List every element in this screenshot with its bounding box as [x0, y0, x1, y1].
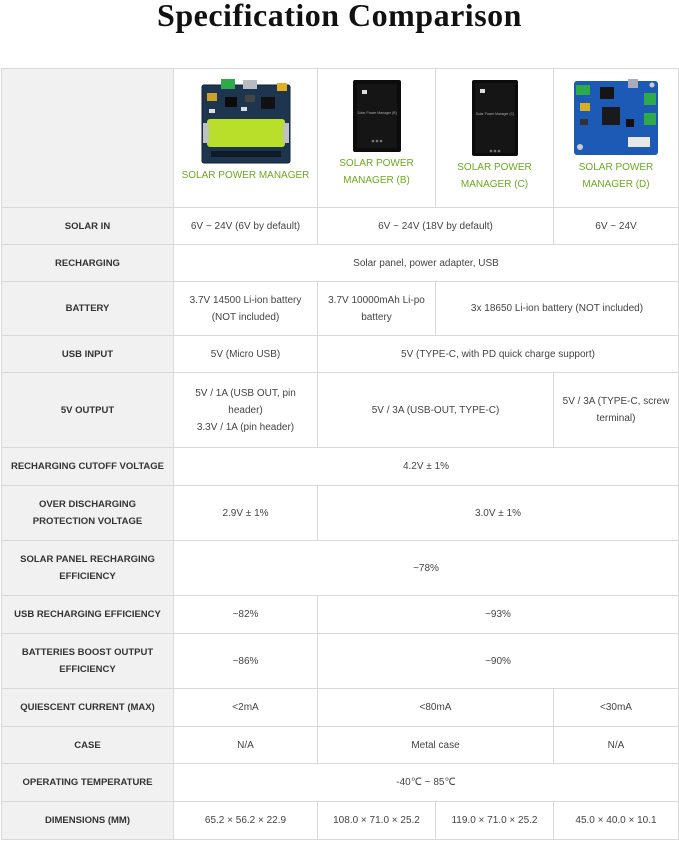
table-row — [2, 282, 679, 336]
table-cell: ~82% — [174, 596, 318, 634]
table-row — [2, 245, 679, 282]
product-column-c — [436, 69, 554, 208]
table-cell — [318, 282, 436, 336]
product-column-a — [174, 69, 318, 208]
row-label: CASE — [2, 727, 174, 764]
table-cell: 2.9V ± 1% — [174, 486, 318, 541]
label-line: EFFICIENCY — [59, 571, 116, 582]
label-line: SOLAR PANEL RECHARGING — [20, 554, 155, 565]
cell-line: 3.7V 10000mAh Li-po — [328, 294, 425, 306]
table-cell — [174, 373, 318, 448]
label-line: PROTECTION VOLTAGE — [32, 516, 143, 527]
table-cell: 5V / 3A (USB-OUT, TYPE-C) — [318, 373, 554, 448]
row-label: USB RECHARGING EFFICIENCY — [2, 596, 174, 634]
row-label: RECHARGING CUTOFF VOLTAGE — [2, 448, 174, 486]
header-corner — [2, 69, 174, 208]
row-label: USB INPUT — [2, 336, 174, 373]
green-pcb-board-image — [201, 79, 291, 165]
table-cell: 65.2 × 56.2 × 22.9 — [174, 802, 318, 840]
table-cell: Solar panel, power adapter, USB — [174, 245, 679, 282]
cell-line: header) — [228, 404, 263, 416]
row-label — [2, 486, 174, 541]
table-header-row — [2, 69, 679, 208]
table-cell: Metal case — [318, 727, 554, 764]
table-row — [2, 486, 679, 541]
row-label: OPERATING TEMPERATURE — [2, 764, 174, 802]
table-row — [2, 336, 679, 373]
table-row — [2, 802, 679, 840]
table-cell: 45.0 × 40.0 × 10.1 — [554, 802, 679, 840]
table-cell: ~93% — [318, 596, 679, 634]
table-row — [2, 764, 679, 802]
table-cell: 6V ~ 24V — [554, 208, 679, 245]
table-cell: -40℃ ~ 85℃ — [174, 764, 679, 802]
cell-line: 5V / 3A (TYPE-C, screw — [562, 396, 670, 407]
table-cell: 3.0V ± 1% — [318, 486, 679, 541]
case-label-c: Solar Power Manager (C) — [475, 112, 514, 116]
table-row — [2, 541, 679, 596]
black-metal-case-c-image — [471, 79, 519, 157]
spec-table — [1, 68, 679, 840]
table-cell: 119.0 × 71.0 × 25.2 — [436, 802, 554, 840]
table-cell: 108.0 × 71.0 × 25.2 — [318, 802, 436, 840]
table-row — [2, 373, 679, 448]
label-line: EFFICIENCY — [59, 664, 116, 675]
table-cell: 6V ~ 24V (18V by default) — [318, 208, 554, 245]
table-row — [2, 596, 679, 634]
product-column-b — [318, 69, 436, 208]
cell-line: battery — [361, 311, 392, 323]
row-label: SOLAR IN — [2, 208, 174, 245]
cell-line: 3.7V 14500 Li-ion battery — [189, 294, 302, 306]
table-cell: <2mA — [174, 689, 318, 727]
product-name-d: SOLAR POWER MANAGER (D) — [578, 162, 654, 190]
blue-pcb-board-image — [572, 79, 660, 157]
row-label: RECHARGING — [2, 245, 174, 282]
cell-line: 5V / 1A (USB OUT, pin — [195, 387, 296, 399]
table-cell: 4.2V ± 1% — [174, 448, 679, 486]
table-row — [2, 208, 679, 245]
page-title: Specification Comparison — [157, 0, 522, 33]
label-line: BATTERIES BOOST OUTPUT — [21, 647, 154, 658]
table-cell: 5V (TYPE-C, with PD quick charge support) — [318, 336, 679, 373]
table-row — [2, 689, 679, 727]
label-line: OVER DISCHARGING — [38, 499, 137, 510]
table-cell: ~86% — [174, 634, 318, 689]
table-cell: ~78% — [174, 541, 679, 596]
product-name-a: SOLAR POWER MANAGER — [181, 170, 310, 181]
row-label — [2, 541, 174, 596]
product-column-d — [554, 69, 679, 208]
table-cell: 5V (Micro USB) — [174, 336, 318, 373]
row-label: 5V OUTPUT — [2, 373, 174, 448]
table-row — [2, 634, 679, 689]
case-label-b: Solar Power Manager (B) — [356, 111, 397, 115]
table-cell: <80mA — [318, 689, 554, 727]
row-label: BATTERY — [2, 282, 174, 336]
cell-line: terminal) — [596, 413, 636, 424]
table-cell — [554, 373, 679, 448]
table-cell: 6V ~ 24V (6V by default) — [174, 208, 318, 245]
table-cell: N/A — [554, 727, 679, 764]
product-name-b: SOLAR POWER MANAGER (B) — [339, 158, 414, 186]
table-row — [2, 727, 679, 764]
product-name-c: SOLAR POWER MANAGER (C) — [457, 162, 532, 190]
table-cell — [174, 282, 318, 336]
table-row — [2, 448, 679, 486]
black-metal-case-b-image — [352, 79, 402, 153]
row-label — [2, 634, 174, 689]
table-cell: ~90% — [318, 634, 679, 689]
table-cell: 3x 18650 Li-ion battery (NOT included) — [436, 282, 679, 336]
row-label: DIMENSIONS (MM) — [2, 802, 174, 840]
cell-line: (NOT included) — [211, 311, 280, 323]
cell-line: 3.3V / 1A (pin header) — [196, 421, 295, 433]
row-label: QUIESCENT CURRENT (MAX) — [2, 689, 174, 727]
table-cell: N/A — [174, 727, 318, 764]
table-cell: <30mA — [554, 689, 679, 727]
